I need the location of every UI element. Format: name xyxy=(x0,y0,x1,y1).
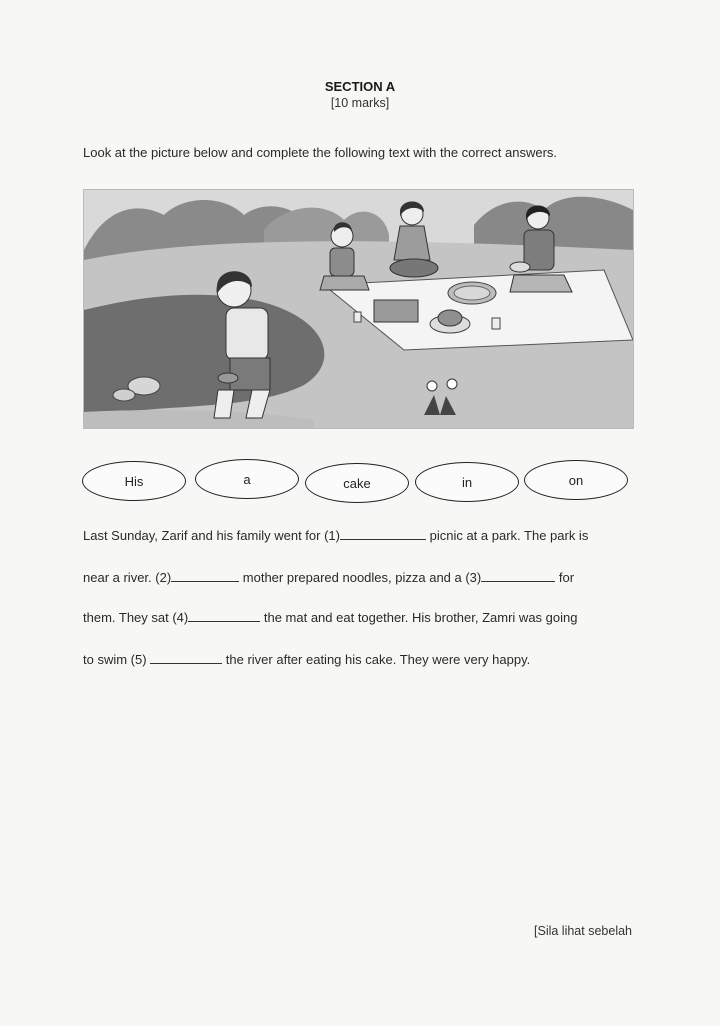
word-option-in: in xyxy=(415,462,519,502)
picnic-picture xyxy=(83,189,634,429)
answer-blank-3[interactable] xyxy=(481,569,555,582)
passage-text: the river after eating his cake. They were very happy. xyxy=(222,652,531,667)
word-option-cake: cake xyxy=(305,463,409,503)
passage-line-4 xyxy=(83,651,643,667)
passage-text: mother prepared noodles, pizza and a (3) xyxy=(239,570,482,585)
answer-blank-4[interactable] xyxy=(188,609,260,622)
page-footer: [Sila lihat sebelah xyxy=(534,924,632,938)
marks-label: [10 marks] xyxy=(330,96,390,110)
passage-text: Last Sunday, Zarif and his family went for (1) xyxy=(83,528,340,543)
passage-line-2 xyxy=(83,569,643,585)
passage-line-1 xyxy=(83,527,643,543)
instruction-text: Look at the picture below and complete the following text with the correct answers. xyxy=(83,145,558,160)
passage-text: to swim (5) xyxy=(83,652,151,667)
word-option-his: His xyxy=(82,461,186,501)
passage-text: them. They sat (4) xyxy=(83,610,189,625)
passage-text: near a river. (2) xyxy=(83,570,172,585)
word-option-on: on xyxy=(524,460,628,500)
passage-text: the mat and eat together. His brother, Zamri was going xyxy=(260,610,578,625)
answer-blank-5[interactable] xyxy=(150,651,222,664)
section-title: SECTION A xyxy=(324,79,396,94)
answer-blank-2[interactable] xyxy=(171,569,239,582)
answer-blank-1[interactable] xyxy=(340,527,426,540)
passage-line-3 xyxy=(83,609,643,625)
word-option-a: a xyxy=(195,459,299,499)
passage-text: for xyxy=(555,570,575,585)
passage-text: picnic at a park. The park is xyxy=(425,528,589,543)
